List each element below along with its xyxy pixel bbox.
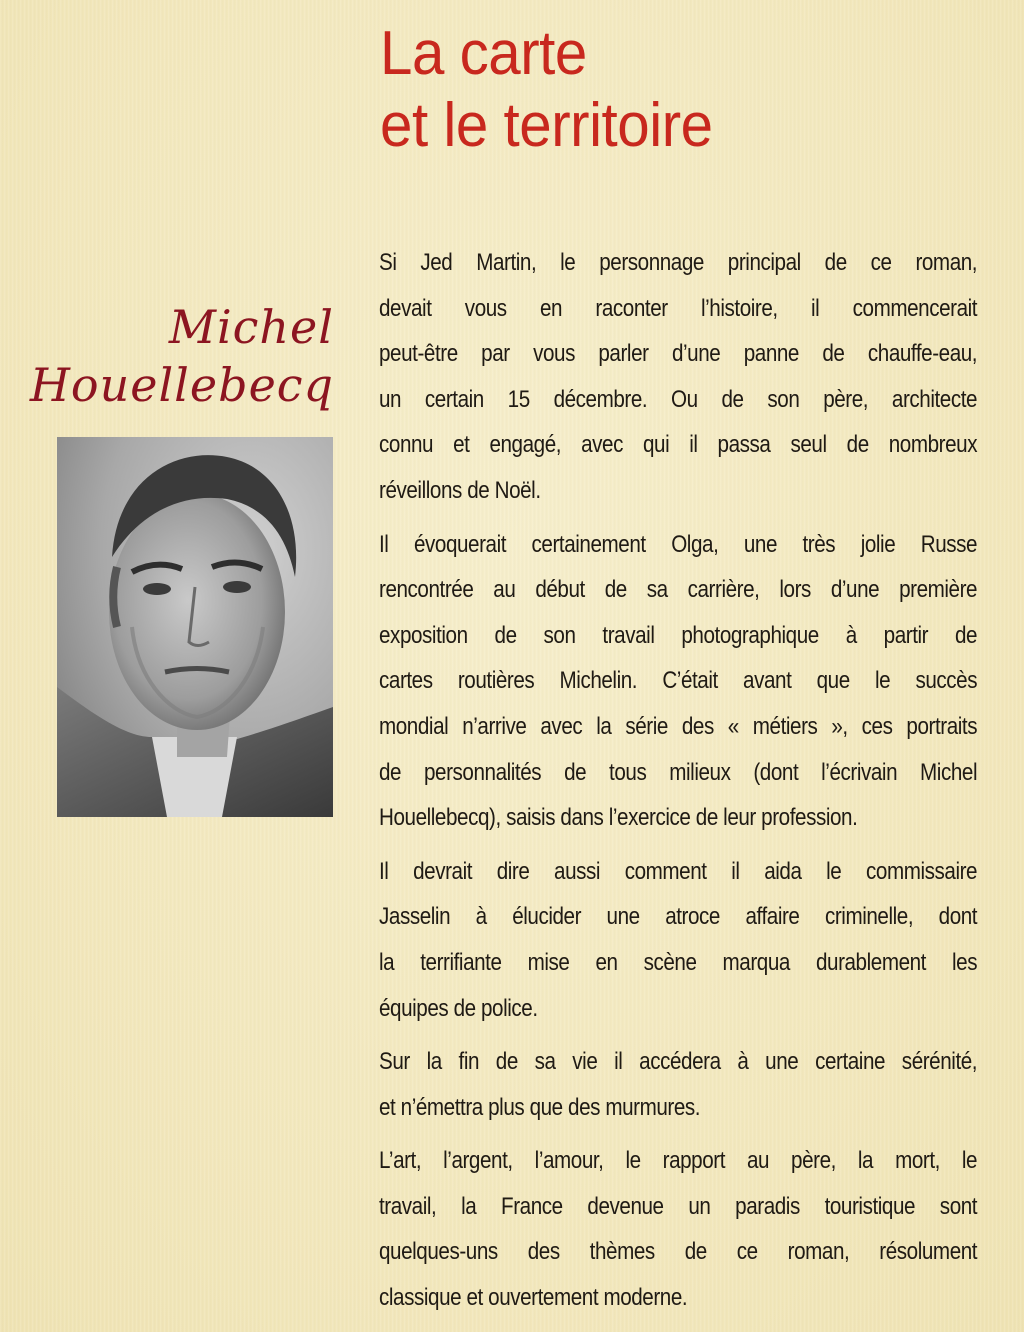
author-portrait <box>57 437 333 817</box>
author-last-name: Houellebecq <box>29 358 334 412</box>
blurb-line: classique et ouvertement moderne. <box>379 1284 688 1312</box>
blurb-line: devait vous en raconter l’histoire, il commencerait <box>379 294 978 322</box>
blurb-line: Houellebecq), saisis dans l’exercice de leur profession. <box>379 804 858 832</box>
blurb-line: Si Jed Martin, le personnage principal de ce roman, <box>379 249 978 276</box>
book-title-line-2: et le territoire <box>380 91 713 160</box>
blurb-line: Il devrait dire aussi comment il aida le commissaire <box>379 857 978 885</box>
blurb-paragraph-4 <box>379 1039 977 1130</box>
blurb-line: la terrifiante mise en scène marqua durablement les <box>379 948 978 976</box>
blurb-paragraph-1 <box>379 240 977 514</box>
blurb-paragraph-3 <box>379 849 977 1031</box>
author-portrait-icon <box>57 437 333 817</box>
book-title <box>380 18 713 162</box>
author-name <box>30 298 334 414</box>
blurb-line: connu et engagé, avec qui il passa seul de nombreux <box>379 431 978 459</box>
blurb-line: Il évoquerait certainement Olga, une très jolie Russe <box>379 530 978 558</box>
blurb-line: L’art, l’argent, l’amour, le rapport au père, la mort, le <box>379 1147 978 1175</box>
blurb-line: Jasselin à élucider une atroce affaire criminelle, dont <box>379 903 978 931</box>
blurb-line: Sur la fin de sa vie il accédera à une certaine sérénité, <box>379 1048 978 1076</box>
blurb-paragraph-2 <box>379 522 977 841</box>
book-title-line-1: La carte <box>380 19 587 88</box>
blurb-line: réveillons de Noël. <box>379 476 541 504</box>
blurb-line: équipes de police. <box>379 994 538 1022</box>
blurb-line: mondial n’arrive avec la série des « métiers », ces portraits <box>379 712 978 740</box>
blurb-line: et n’émettra plus que des murmures. <box>379 1093 701 1121</box>
blurb-paragraph-5 <box>379 1138 977 1320</box>
blurb-line: peut-être par vous parler d’une panne de chauffe-eau, <box>379 340 978 368</box>
blurb-line: quelques-uns des thèmes de ce roman, résolument <box>379 1238 978 1266</box>
blurb-line: un certain 15 décembre. Ou de son père, architecte <box>379 385 978 413</box>
blurb-line: exposition de son travail photographique à partir de <box>379 621 978 649</box>
author-first-name: Michel <box>168 300 334 354</box>
book-blurb <box>379 240 977 1329</box>
blurb-line: travail, la France devenue un paradis touristique sont <box>379 1192 978 1220</box>
blurb-line: rencontrée au début de sa carrière, lors d’une première <box>379 576 978 604</box>
blurb-line: cartes routières Michelin. C’était avant que le succès <box>379 667 978 695</box>
blurb-line: de personnalités de tous milieux (dont l’écrivain Michel <box>379 758 978 786</box>
